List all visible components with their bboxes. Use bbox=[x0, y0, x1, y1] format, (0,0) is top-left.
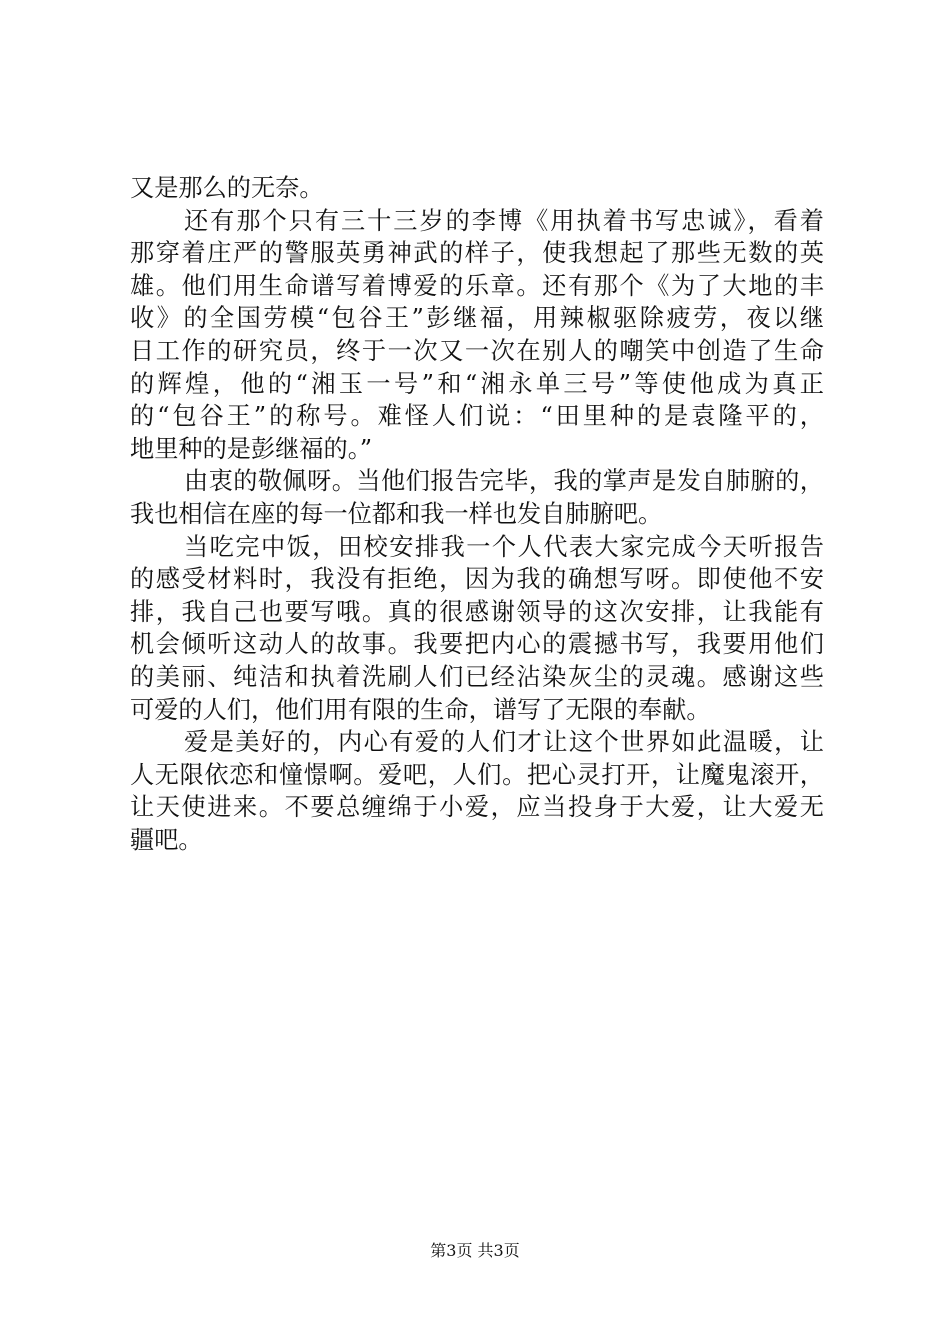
paragraph-line: 由衷的敬佩呀。当他们报告完毕，我的掌声是发自肺腑的， bbox=[184, 467, 824, 496]
paragraph-line: 又是那么的无奈。 bbox=[130, 174, 324, 202]
paragraph-line: 日工作的研究员，终于一次又一次在别人的嘲笑中创造了生命 bbox=[130, 336, 824, 365]
document-body bbox=[130, 172, 824, 856]
paragraph-line: 收》的全国劳模“包谷王”彭继福，用辣椒驱除疲劳，夜以继 bbox=[130, 304, 824, 333]
paragraph-line: 人无限依恋和憧憬啊。爱吧，人们。把心灵打开，让魔鬼滚开， bbox=[130, 760, 824, 789]
paragraph-line: 排，我自己也要写哦。真的很感谢领导的这次安排，让我能有 bbox=[130, 597, 824, 626]
paragraph-line: 机会倾听这动人的故事。我要把内心的震撼书写，我要用他们 bbox=[130, 630, 824, 659]
paragraph-line: 当吃完中饭，田校安排我一个人代表大家完成今天听报告 bbox=[184, 532, 824, 561]
paragraph-line: 还有那个只有三十三岁的李博《用执着书写忠诚》，看着 bbox=[184, 206, 824, 235]
paragraph-line: 可爱的人们，他们用有限的生命，谱写了无限的奉献。 bbox=[130, 695, 711, 724]
paragraph-line: 的辉煌，他的“湘玉一号”和“湘永单三号”等使他成为真正 bbox=[130, 369, 824, 398]
paragraph-line: 爱是美好的，内心有爱的人们才让这个世界如此温暖，让 bbox=[184, 728, 824, 757]
paragraph-line: 的美丽、纯洁和执着洗刷人们已经沾染灰尘的灵魂。感谢这些 bbox=[130, 662, 824, 691]
paragraph-line: 的感受材料时，我没有拒绝，因为我的确想写呀。即使他不安 bbox=[130, 565, 824, 594]
page-footer: 第3页 共3页 bbox=[430, 1241, 520, 1260]
paragraph-line: 我也相信在座的每一位都和我一样也发自肺腑吧。 bbox=[130, 499, 663, 528]
paragraph-line: 让天使进来。不要总缠绵于小爱，应当投身于大爱，让大爱无 bbox=[130, 793, 824, 822]
paragraph-line: 的“包谷王”的称号。难怪人们说：“田里种的是袁隆平的， bbox=[130, 402, 824, 431]
paragraph-line: 地里种的是彭继福的。” bbox=[130, 434, 373, 463]
paragraph-line: 那穿着庄严的警服英勇神武的样子，使我想起了那些无数的英 bbox=[130, 239, 824, 268]
paragraph-line: 雄。他们用生命谱写着博爱的乐章。还有那个《为了大地的丰 bbox=[130, 271, 824, 300]
paragraph-line: 疆吧。 bbox=[130, 825, 203, 854]
